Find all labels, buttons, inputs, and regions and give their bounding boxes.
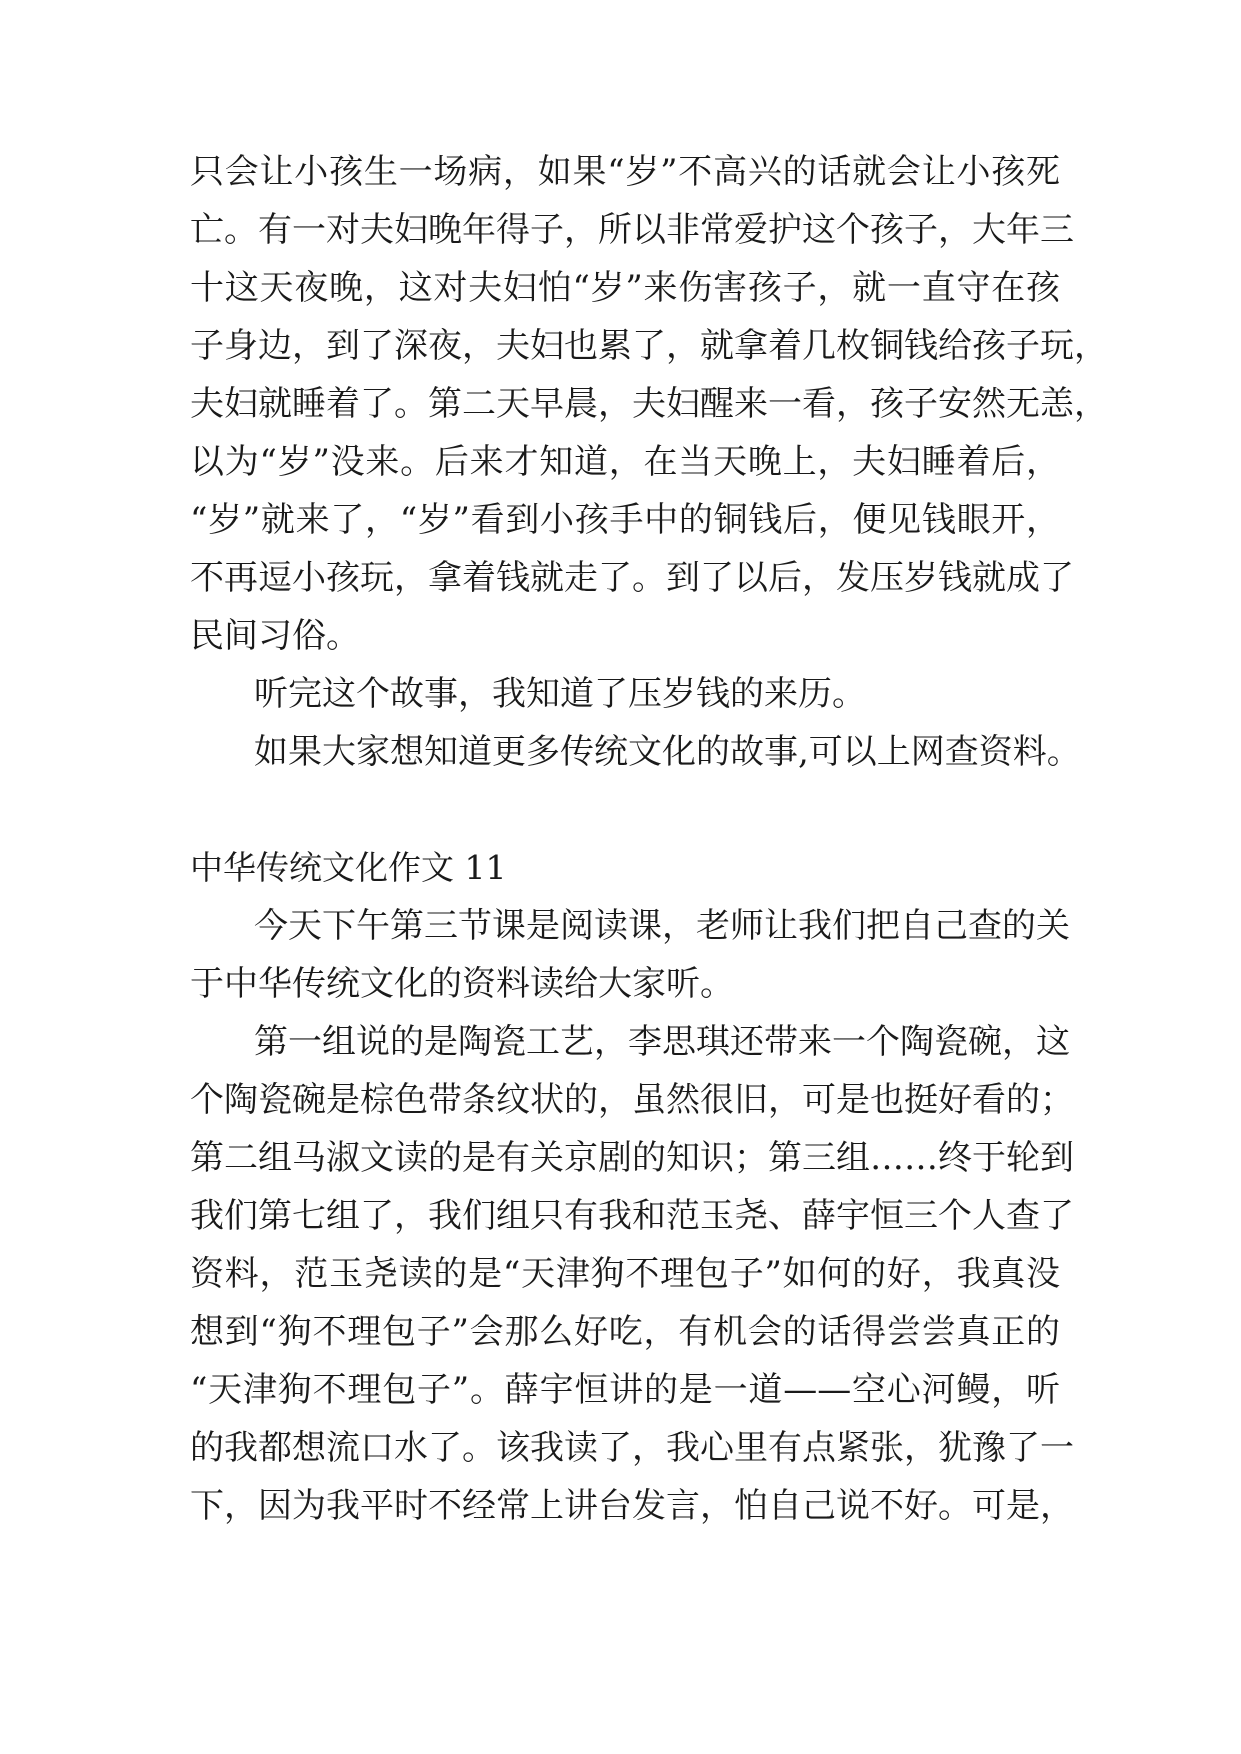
- text-line: 子身边，到了深夜，夫妇也累了，就拿着几枚铜钱给孩子玩，: [190, 326, 1108, 366]
- text-line: 听完这个故事，我知道了压岁钱的来历。: [254, 674, 866, 714]
- text-line: 今天下午第三节课是阅读课，老师让我们把自己查的关: [254, 906, 1070, 946]
- section-heading: 中华传统文化作文 11: [190, 848, 507, 887]
- text-line: 我们第七组了，我们组只有我和范玉尧、薛宇恒三个人查了: [190, 1196, 1074, 1236]
- text-line: 不再逗小孩玩，拿着钱就走了。到了以后，发压岁钱就成了: [190, 558, 1074, 598]
- text-line: 个陶瓷碗是棕色带条纹状的，虽然很旧，可是也挺好看的；: [190, 1080, 1074, 1120]
- text-line: 十这天夜晚，这对夫妇怕“岁”来伤害孩子，就一直守在孩: [190, 268, 1060, 308]
- text-line: 如果大家想知道更多传统文化的故事,可以上网查资料。: [254, 732, 1081, 772]
- text-line: 夫妇就睡着了。第二天早晨，夫妇醒来一看，孩子安然无恙，: [190, 384, 1108, 424]
- text-line: 想到“狗不理包子”会那么好吃，有机会的话得尝尝真正的: [190, 1312, 1060, 1352]
- text-line: 的我都想流口水了。该我读了，我心里有点紧张，犹豫了一: [190, 1428, 1074, 1468]
- text-line: 下，因为我平时不经常上讲台发言，怕自己说不好。可是，: [190, 1486, 1074, 1526]
- text-line: “天津狗不理包子”。薛宇恒讲的是一道——空心河鳗，听: [190, 1370, 1060, 1410]
- text-line: 亡。有一对夫妇晚年得子，所以非常爱护这个孩子，大年三: [190, 210, 1074, 250]
- text-line: 于中华传统文化的资料读给大家听。: [190, 964, 734, 1004]
- text-line: 资料，范玉尧读的是“天津狗不理包子”如何的好，我真没: [190, 1254, 1060, 1294]
- text-line: 以为“岁”没来。后来才知道，在当天晚上，夫妇睡着后，: [190, 442, 1060, 482]
- text-line: “岁”就来了，“岁”看到小孩手中的铜钱后，便见钱眼开，: [190, 500, 1060, 540]
- text-line: 民间习俗。: [190, 616, 360, 656]
- text-line: 第二组马淑文读的是有关京剧的知识；第三组……终于轮到: [190, 1138, 1074, 1178]
- text-line: 第一组说的是陶瓷工艺，李思琪还带来一个陶瓷碗，这: [254, 1022, 1070, 1062]
- text-line: 只会让小孩生一场病，如果“岁”不高兴的话就会让小孩死: [190, 152, 1060, 192]
